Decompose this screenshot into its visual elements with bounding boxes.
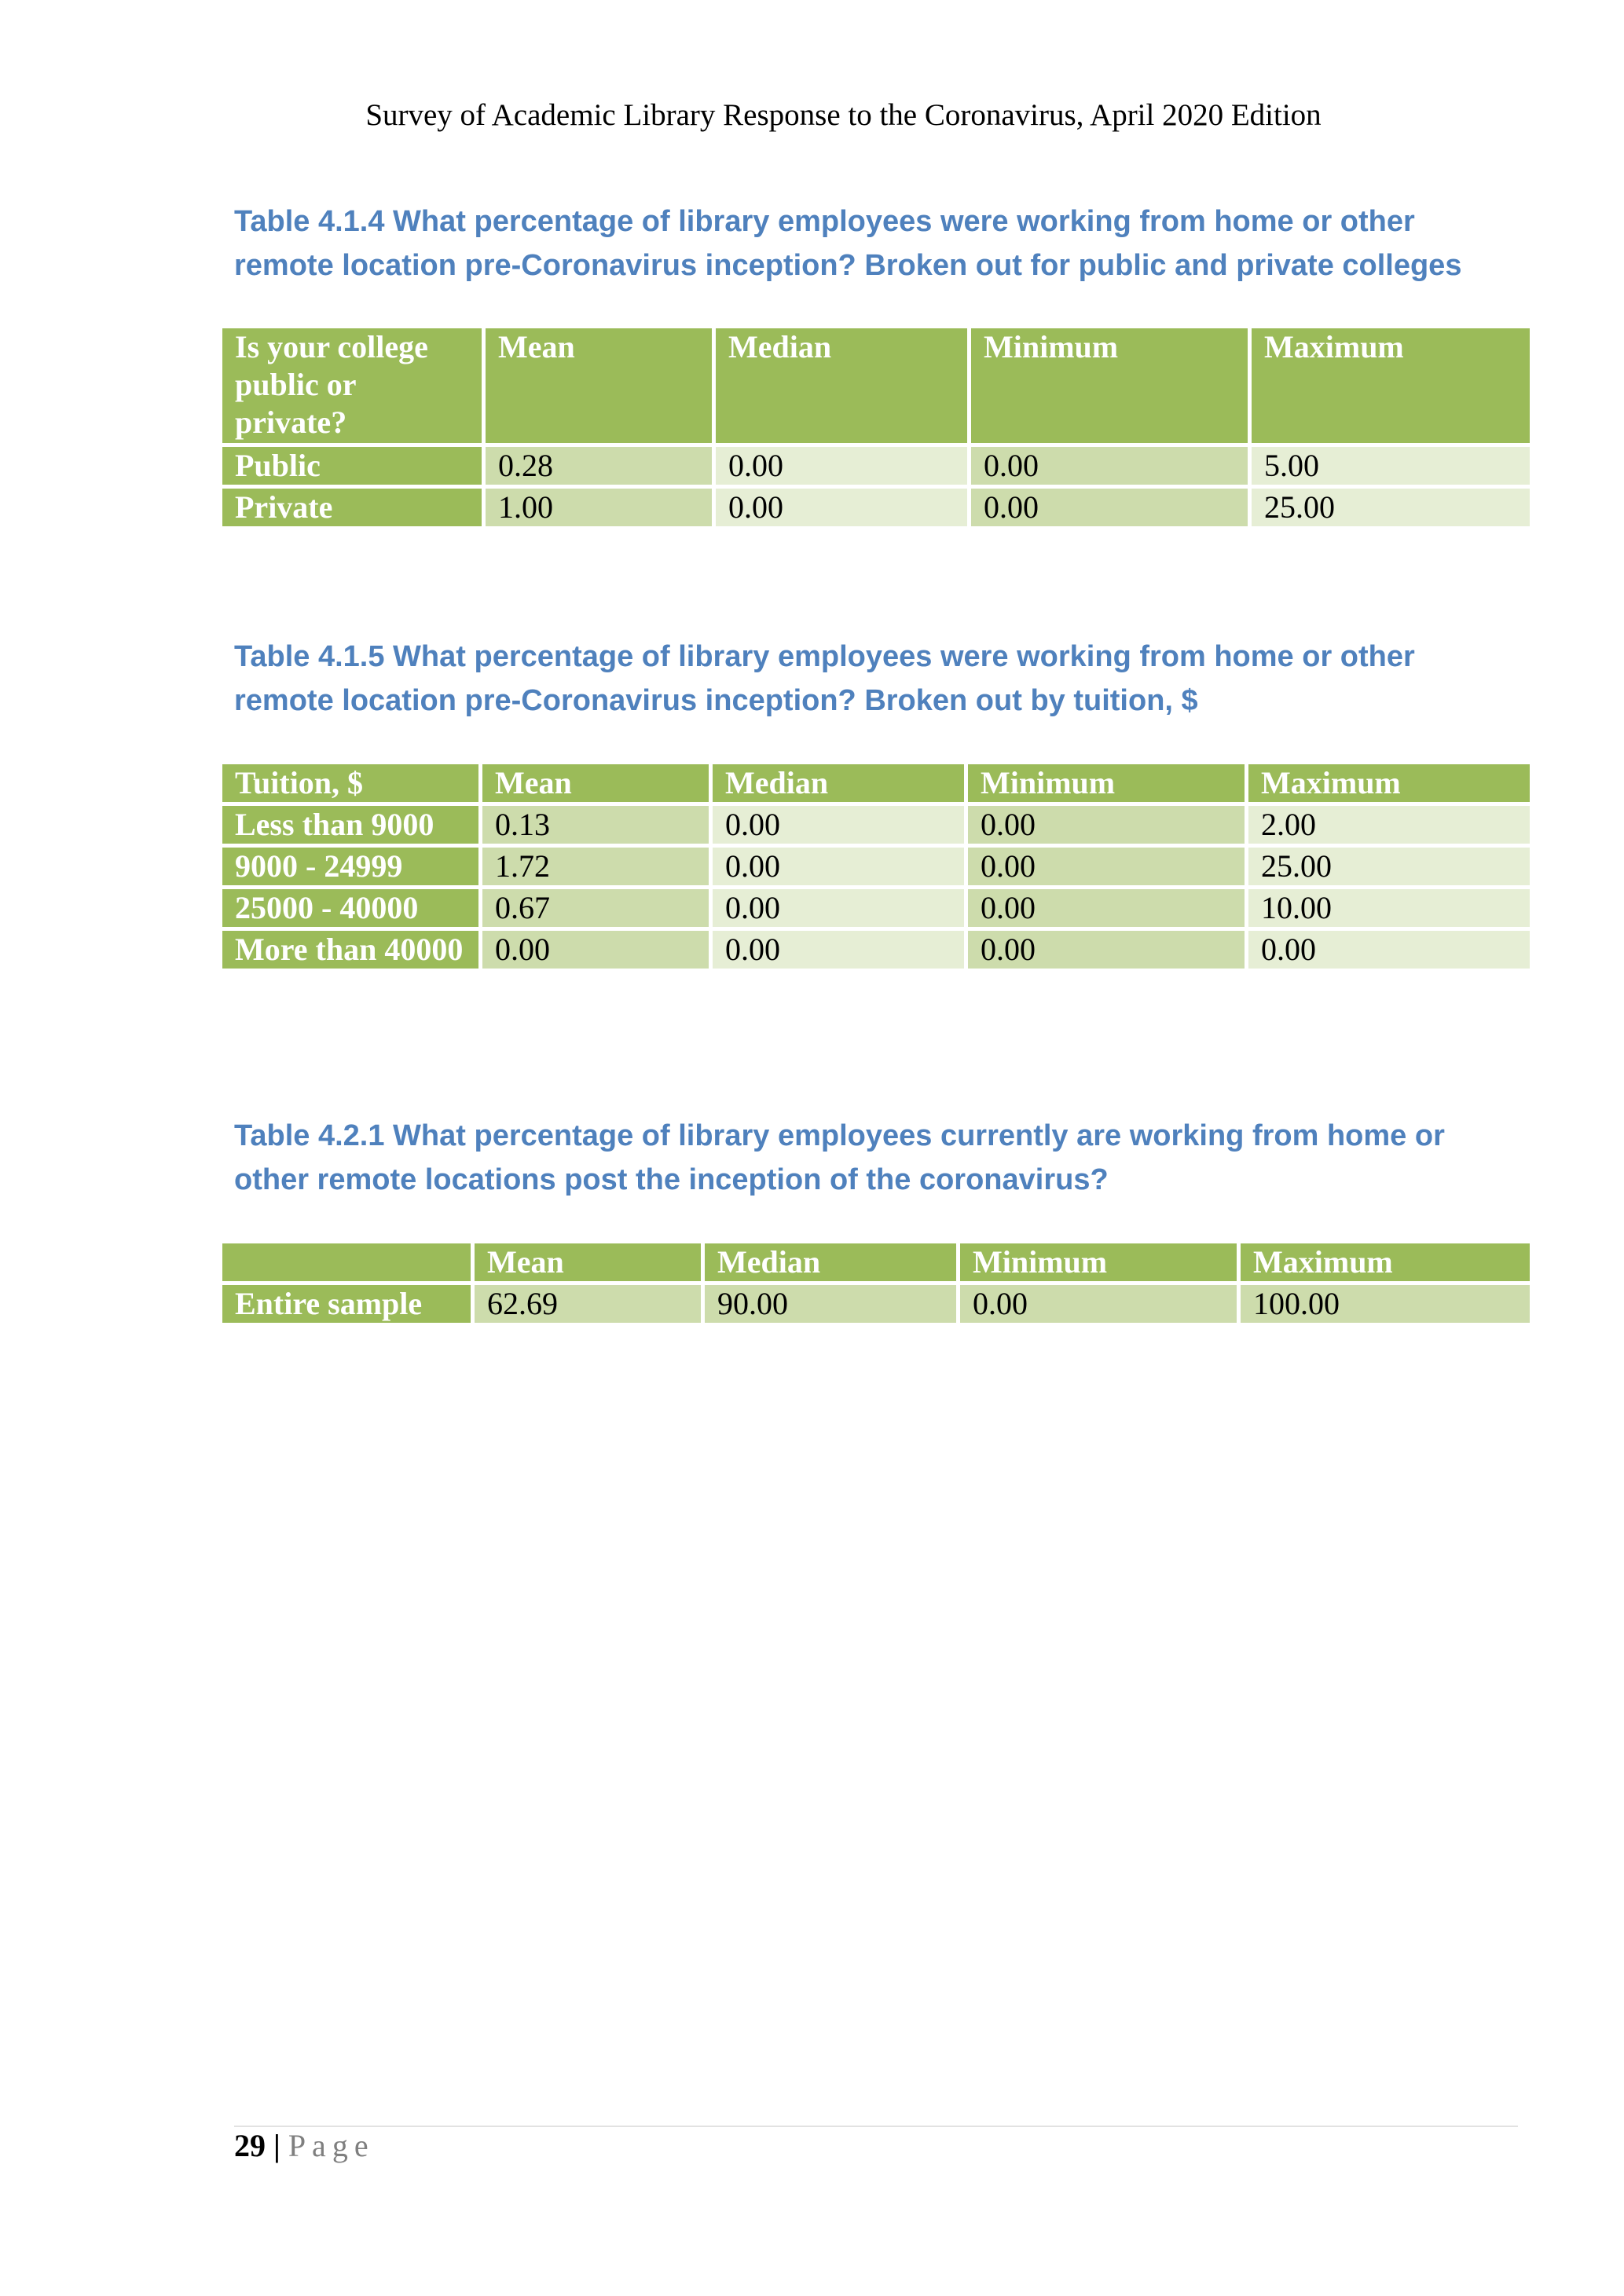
caption-line: Table 4.1.4 What percentage of library employees were working from home or other	[234, 205, 1415, 238]
table-cell: 100.00	[1241, 1285, 1530, 1323]
table-cell: 62.69	[475, 1285, 701, 1323]
footer-separator: |	[273, 2128, 280, 2163]
page-number: 29	[234, 2128, 266, 2163]
table-cell: 0.28	[486, 447, 712, 485]
column-header: Median	[705, 1243, 956, 1281]
table-cell: 10.00	[1248, 889, 1530, 927]
data-table-4-1-5	[218, 760, 1534, 972]
caption-line: Table 4.1.5 What percentage of library employees were working from home or other	[234, 640, 1415, 673]
row-label: 9000 - 24999	[222, 848, 478, 885]
column-header: Mean	[475, 1243, 701, 1281]
column-header: Median	[713, 764, 964, 802]
caption-line: Table 4.2.1 What percentage of library employees currently are working from home or	[234, 1119, 1445, 1152]
table-row	[222, 1285, 1530, 1323]
data-table-4-2-1	[218, 1240, 1534, 1327]
page-footer	[234, 2127, 375, 2164]
table-cell: 0.00	[482, 931, 709, 969]
column-header: Tuition, $	[222, 764, 478, 802]
table-row	[222, 806, 1530, 844]
table-cell: 0.00	[713, 806, 964, 844]
column-header: Median	[716, 328, 967, 443]
column-header: Mean	[482, 764, 709, 802]
row-label: Less than 9000	[222, 806, 478, 844]
column-header: Minimum	[971, 328, 1248, 443]
column-header: Mean	[486, 328, 712, 443]
column-header: Minimum	[968, 764, 1245, 802]
table-header-row	[222, 764, 1530, 802]
table-header-row	[222, 328, 1530, 443]
row-label: Private	[222, 489, 482, 526]
table-cell: 0.00	[968, 806, 1245, 844]
column-header	[222, 1243, 471, 1281]
row-label: 25000 - 40000	[222, 889, 478, 927]
table-cell: 0.00	[713, 931, 964, 969]
table-row	[222, 848, 1530, 885]
column-header: Is your college public or private?	[222, 328, 482, 443]
table-cell: 0.00	[960, 1285, 1237, 1323]
caption-line: remote location pre-Coronavirus inception? Broken out by tuition, $	[234, 684, 1198, 717]
row-label: More than 40000	[222, 931, 478, 969]
column-header: Maximum	[1252, 328, 1530, 443]
footer-divider	[234, 2126, 1518, 2127]
table-cell: 0.00	[716, 447, 967, 485]
table-cell: 2.00	[1248, 806, 1530, 844]
table-cell: 90.00	[705, 1285, 956, 1323]
table-caption	[234, 1114, 1538, 1202]
table-cell: 0.00	[971, 489, 1248, 526]
table-row	[222, 931, 1530, 969]
running-header: Survey of Academic Library Response to the Coronavirus, April 2020 Edition	[365, 98, 1322, 132]
table-cell: 0.00	[968, 931, 1245, 969]
table-cell: 0.00	[716, 489, 967, 526]
row-label: Public	[222, 447, 482, 485]
column-header: Maximum	[1248, 764, 1530, 802]
table-cell: 0.00	[971, 447, 1248, 485]
caption-line: remote location pre-Coronavirus inception? Broken out for public and private colleges	[234, 249, 1462, 282]
table-cell: 0.00	[1248, 931, 1530, 969]
table-cell: 0.13	[482, 806, 709, 844]
table-cell: 0.00	[968, 848, 1245, 885]
table-header-row	[222, 1243, 1530, 1281]
table-cell: 0.00	[968, 889, 1245, 927]
column-header: Maximum	[1241, 1243, 1530, 1281]
row-label: Entire sample	[222, 1285, 471, 1323]
table-row	[222, 889, 1530, 927]
table-cell: 0.00	[713, 848, 964, 885]
column-header: Minimum	[960, 1243, 1237, 1281]
page-word: Page	[288, 2128, 375, 2163]
table-cell: 1.72	[482, 848, 709, 885]
table-cell: 25.00	[1252, 489, 1530, 526]
table-row	[222, 489, 1530, 526]
caption-line: other remote locations post the inception of the coronavirus?	[234, 1163, 1109, 1196]
table-cell: 0.00	[713, 889, 964, 927]
table-cell: 0.67	[482, 889, 709, 927]
table-cell: 1.00	[486, 489, 712, 526]
table-cell: 5.00	[1252, 447, 1530, 485]
table-row	[222, 447, 1530, 485]
data-table-4-1-4	[218, 324, 1534, 530]
table-caption	[234, 635, 1538, 723]
table-caption	[234, 200, 1538, 287]
table-cell: 25.00	[1248, 848, 1530, 885]
